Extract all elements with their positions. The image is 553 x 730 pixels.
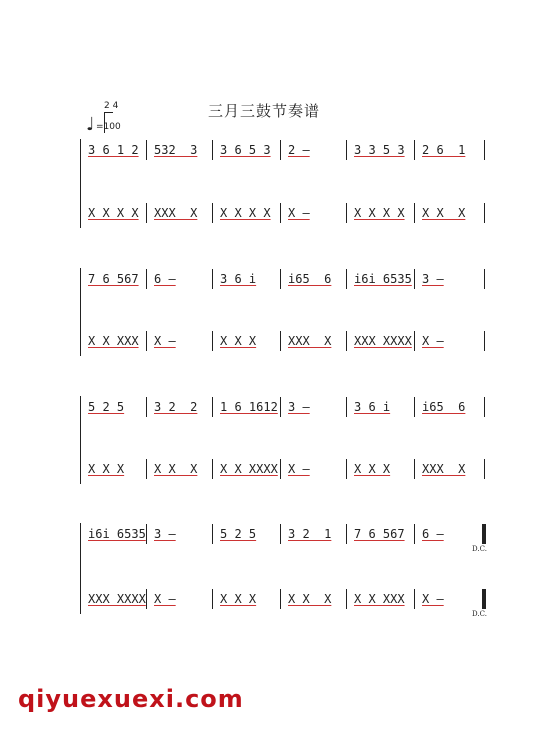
melody-measure: 5 2 5 bbox=[88, 400, 125, 414]
melody-measure: 3 – bbox=[154, 527, 176, 541]
drum-measure: X X X X bbox=[88, 206, 139, 220]
drum-measure: X X X bbox=[220, 592, 257, 606]
barline bbox=[414, 589, 415, 609]
barline bbox=[484, 397, 485, 417]
melody-measure: 532 3 bbox=[154, 143, 198, 157]
barline bbox=[414, 397, 415, 417]
system-line bbox=[80, 396, 81, 484]
barline bbox=[280, 140, 281, 160]
melody-measure: i65 6 bbox=[422, 400, 466, 414]
page-title: 三月三鼓节奏谱 bbox=[208, 102, 321, 120]
barline bbox=[280, 589, 281, 609]
melody-measure: i6i 6535 bbox=[354, 272, 412, 286]
drum-measure: X X X bbox=[88, 462, 125, 476]
drum-measure: X – bbox=[422, 334, 444, 348]
barline bbox=[146, 269, 147, 289]
drum-measure: X – bbox=[422, 592, 444, 606]
drum-measure: X X X bbox=[288, 592, 332, 606]
melody-measure: 3 6 1 2 bbox=[88, 143, 139, 157]
melody-measure: 3 6 i bbox=[220, 272, 257, 286]
barline bbox=[346, 331, 347, 351]
barline bbox=[346, 140, 347, 160]
melody-measure: 1 6 1612 bbox=[220, 400, 278, 414]
barline bbox=[146, 459, 147, 479]
barline bbox=[212, 524, 213, 544]
tempo-marking bbox=[86, 102, 126, 134]
barline bbox=[280, 397, 281, 417]
drum-measure: X X XXX bbox=[88, 334, 139, 348]
melody-measure: 3 3 5 3 bbox=[354, 143, 405, 157]
drum-measure: XXX XXXX bbox=[88, 592, 146, 606]
drum-measure: X X X X bbox=[354, 206, 405, 220]
quarter-note-icon: ♩ bbox=[86, 114, 95, 135]
drum-measure: X X X bbox=[154, 462, 198, 476]
watermark: qiyuexuexi.com bbox=[18, 685, 244, 713]
barline bbox=[146, 203, 147, 223]
system-line bbox=[80, 523, 81, 614]
barline bbox=[146, 331, 147, 351]
barline bbox=[212, 459, 213, 479]
barline bbox=[484, 203, 485, 223]
barline bbox=[212, 589, 213, 609]
melody-measure: 2 – bbox=[288, 143, 310, 157]
barline bbox=[482, 589, 486, 609]
melody-measure: 3 6 i bbox=[354, 400, 391, 414]
barline bbox=[346, 269, 347, 289]
barline bbox=[414, 203, 415, 223]
barline bbox=[484, 269, 485, 289]
drum-measure: X X X bbox=[422, 206, 466, 220]
drum-measure: X X XXX bbox=[354, 592, 405, 606]
drum-measure: XXX X bbox=[288, 334, 332, 348]
barline bbox=[212, 397, 213, 417]
barline bbox=[482, 524, 486, 544]
system-line bbox=[80, 139, 81, 228]
melody-measure: 3 – bbox=[422, 272, 444, 286]
drum-measure: X X XXXX bbox=[220, 462, 278, 476]
barline bbox=[414, 459, 415, 479]
barline bbox=[280, 459, 281, 479]
melody-measure: 3 – bbox=[288, 400, 310, 414]
barline bbox=[280, 331, 281, 351]
drum-measure: X – bbox=[154, 592, 176, 606]
barline bbox=[212, 269, 213, 289]
barline bbox=[212, 203, 213, 223]
barline bbox=[346, 589, 347, 609]
melody-measure: 2 6 1 bbox=[422, 143, 466, 157]
barline bbox=[346, 459, 347, 479]
barline bbox=[146, 397, 147, 417]
barline bbox=[212, 331, 213, 351]
melody-measure: 6 – bbox=[422, 527, 444, 541]
drum-measure: XXX XXXX bbox=[354, 334, 412, 348]
melody-measure: 3 2 1 bbox=[288, 527, 332, 541]
melody-measure: 6 – bbox=[154, 272, 176, 286]
barline bbox=[484, 459, 485, 479]
drum-measure: X – bbox=[154, 334, 176, 348]
melody-measure: i65 6 bbox=[288, 272, 332, 286]
barline bbox=[346, 203, 347, 223]
tempo-value: =100 bbox=[96, 122, 121, 132]
melody-measure: 7 6 567 bbox=[88, 272, 139, 286]
barline bbox=[414, 524, 415, 544]
system-line bbox=[80, 268, 81, 356]
drum-measure: X X X bbox=[220, 334, 257, 348]
time-signature-denominator: 4 bbox=[112, 101, 119, 111]
melody-measure: 3 6 5 3 bbox=[220, 143, 271, 157]
barline bbox=[146, 524, 147, 544]
barline bbox=[280, 524, 281, 544]
barline bbox=[414, 269, 415, 289]
melody-measure: 5 2 5 bbox=[220, 527, 257, 541]
da-capo-mark: D.C. bbox=[472, 610, 487, 618]
barline bbox=[414, 140, 415, 160]
drum-measure: X – bbox=[288, 462, 310, 476]
melody-measure: 7 6 567 bbox=[354, 527, 405, 541]
drum-measure: X – bbox=[288, 206, 310, 220]
barline bbox=[280, 203, 281, 223]
drum-measure: XXX X bbox=[154, 206, 198, 220]
barline bbox=[146, 140, 147, 160]
barline bbox=[280, 269, 281, 289]
barline bbox=[484, 331, 485, 351]
barline bbox=[346, 524, 347, 544]
barline bbox=[146, 589, 147, 609]
barline bbox=[346, 397, 347, 417]
time-signature-numerator: 2 bbox=[104, 101, 110, 111]
drum-measure: XXX X bbox=[422, 462, 466, 476]
melody-measure: 3 2 2 bbox=[154, 400, 198, 414]
barline bbox=[414, 331, 415, 351]
drum-measure: X X X bbox=[354, 462, 391, 476]
barline bbox=[212, 140, 213, 160]
time-signature bbox=[104, 102, 118, 111]
da-capo-mark: D.C. bbox=[472, 545, 487, 553]
melody-measure: i6i 6535 bbox=[88, 527, 146, 541]
drum-measure: X X X X bbox=[220, 206, 271, 220]
barline bbox=[484, 140, 485, 160]
